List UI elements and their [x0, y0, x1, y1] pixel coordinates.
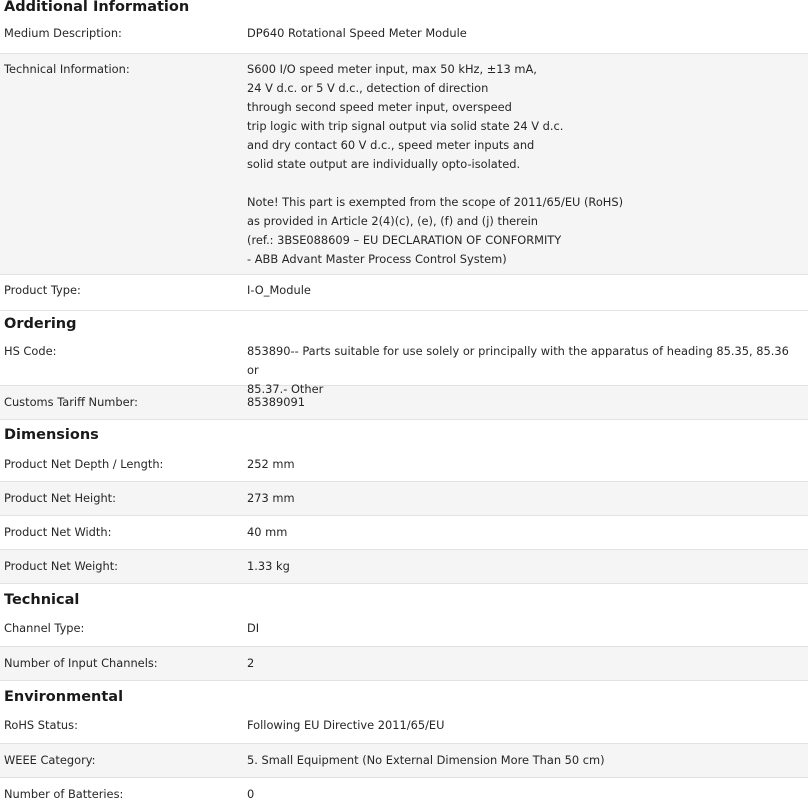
- row-label: WEEE Category:: [4, 753, 96, 767]
- row-value: 853890-- Parts suitable for use solely or principally with the apparatus of heading 85.35, 85.36 or 85.37.- Other: [247, 344, 789, 396]
- row-label: RoHS Status:: [4, 718, 78, 732]
- row-label: Product Net Depth / Length:: [4, 457, 164, 471]
- row-channel-type: [0, 611, 808, 647]
- row-value: S600 I/O speed meter input, max 50 kHz, ±13 mA, 24 V d.c. or 5 V d.c., detection of direction through second speed meter input, overspeed trip logic with trip signal output via solid state 24 V d.c. and dry contact 60 V d.c., speed meter inputs and solid state output are individually opto-isolated. Note! This part is exempted from the scope of 2011/65/EU (RoHS) as provided in Article 2(4)(c), (e), (f) and (j) therein (ref.: 3BSE088609 – EU DECLARATION OF CONFORMITY - ABB Advant Master Process Control System): [247, 62, 624, 266]
- row-medium-description: [0, 16, 808, 54]
- row-product-net-width: [0, 516, 808, 550]
- row-value: 0: [247, 787, 255, 801]
- row-value: DP640 Rotational Speed Meter Module: [247, 26, 467, 40]
- row-product-net-height: [0, 482, 808, 516]
- row-rohs-status: [0, 708, 808, 744]
- section-title-dimensions: Dimensions: [4, 427, 99, 443]
- row-label: Product Net Height:: [4, 491, 116, 505]
- row-value: Following EU Directive 2011/65/EU: [247, 718, 445, 732]
- row-weee-category: [0, 744, 808, 778]
- row-product-net-weight: [0, 550, 808, 584]
- row-value: 1.33 kg: [247, 559, 290, 573]
- row-product-type: [0, 275, 808, 311]
- row-value: 40 mm: [247, 525, 288, 539]
- row-number-of-input-channels: [0, 647, 808, 681]
- section-title-technical: Technical: [4, 592, 80, 608]
- section-title-additional-information: Additional Information: [4, 0, 190, 15]
- row-product-net-depth: [0, 448, 808, 482]
- row-label: Number of Batteries:: [4, 787, 124, 801]
- row-label: Product Type:: [4, 283, 81, 297]
- row-value: DI: [247, 621, 260, 635]
- row-label: Customs Tariff Number:: [4, 395, 138, 409]
- row-label: HS Code:: [4, 344, 57, 358]
- row-value: I-O_Module: [247, 283, 311, 297]
- row-value: 85389091: [247, 395, 305, 409]
- row-technical-information: [0, 54, 808, 275]
- row-number-of-batteries: [0, 778, 808, 810]
- row-value: 252 mm: [247, 457, 295, 471]
- row-hs-code: [0, 337, 808, 396]
- section-title-ordering: Ordering: [4, 316, 77, 332]
- row-value: 2: [247, 656, 255, 670]
- row-label: Number of Input Channels:: [4, 656, 158, 670]
- row-label: Medium Description:: [4, 26, 122, 40]
- row-customs-tariff-number: [0, 386, 808, 420]
- row-label: Channel Type:: [4, 621, 85, 635]
- row-label: Technical Information:: [4, 62, 130, 76]
- section-title-environmental: Environmental: [4, 689, 124, 705]
- row-label: Product Net Weight:: [4, 559, 119, 573]
- row-value: 5. Small Equipment (No External Dimension More Than 50 cm): [247, 753, 605, 767]
- row-value: 273 mm: [247, 491, 295, 505]
- row-label: Product Net Width:: [4, 525, 112, 539]
